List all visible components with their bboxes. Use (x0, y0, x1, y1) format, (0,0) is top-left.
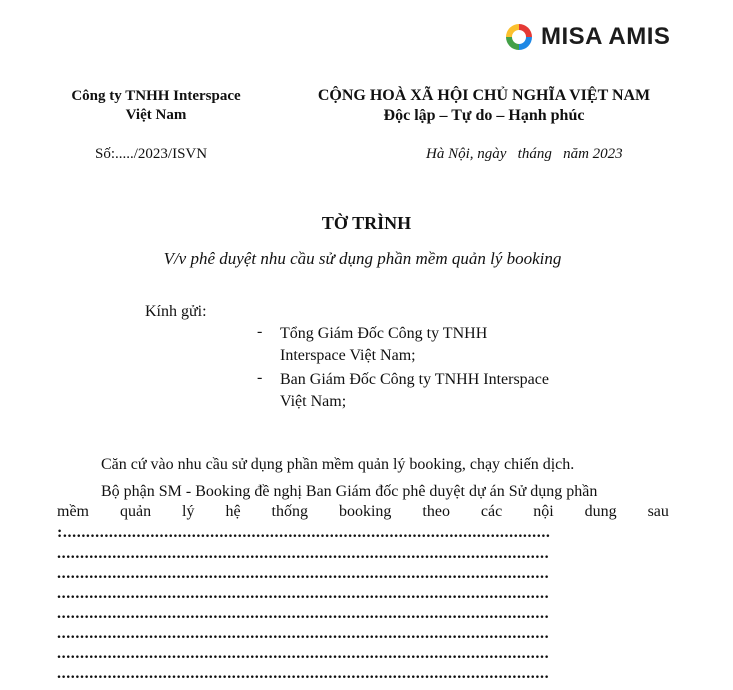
word: các (480, 503, 503, 520)
recipient-dash: - (257, 323, 263, 340)
recipient-item (280, 369, 549, 413)
word: thống (271, 503, 308, 520)
dotted-line: ........................................................................................................... (57, 665, 550, 682)
paragraph-proposal-line1: Bộ phận SM - Booking đề nghị Ban Giám đốc phê duyệt dự án Sử dụng phần (101, 483, 598, 500)
company-name-line1: Công ty TNHH Interspace (71, 88, 241, 104)
recipient-dash: - (257, 369, 263, 386)
company-name (56, 87, 256, 125)
misa-logo-icon (503, 21, 535, 53)
place-date: Hà Nội, ngày tháng năm 2023 (426, 146, 623, 162)
word: dung (584, 503, 617, 520)
document-title: TỜ TRÌNH (321, 213, 412, 233)
misa-amis-logo (503, 21, 670, 53)
document-subject: V/v phê duyệt nhu cầu sử dụng phần mềm quản lý booking (163, 249, 562, 268)
dotted-line: ........................................................................................................... (57, 625, 550, 642)
dotted-line: ........................................................................................................... (57, 585, 550, 602)
motto-line1: CỘNG HOÀ XÃ HỘI CHỦ NGHĨA VIỆT NAM (317, 87, 651, 104)
recipient-line2: Interspace Việt Nam; (280, 347, 416, 364)
dotted-line: ........................................................................................................... (57, 545, 550, 562)
word: lý (182, 503, 195, 520)
greeting: Kính gửi: (145, 303, 207, 320)
dotted-line: ........................................................................................................... (57, 645, 550, 662)
dotted-line: ........................................................................................................... (57, 605, 550, 622)
recipient-line1: Ban Giám Đốc Công ty TNHH Interspace (280, 371, 549, 388)
motto-line2: Độc lập – Tự do – Hạnh phúc (383, 107, 585, 124)
recipient-line1: Tổng Giám Đốc Công ty TNHH (280, 325, 488, 342)
company-name-line2: Việt Nam (125, 107, 187, 123)
recipient-item (280, 323, 487, 367)
word: sau (647, 503, 669, 520)
word: hệ (225, 503, 241, 520)
dotted-line-first: :.......................................................................................................... (57, 524, 551, 541)
word: mềm (57, 503, 89, 520)
paragraph-basis: Căn cứ vào nhu cầu sử dụng phần mềm quản lý booking, chạy chiến dịch. (101, 456, 575, 473)
national-motto (295, 86, 673, 126)
word: nội (533, 503, 554, 520)
document-number: Số:...../2023/ISVN (95, 146, 208, 162)
dotted-line: ........................................................................................................... (57, 565, 550, 582)
logo-text: MISA AMIS (541, 23, 671, 50)
word: theo (422, 503, 450, 520)
word: booking (338, 503, 392, 520)
word: quản (119, 503, 152, 520)
paragraph-proposal-line2 (57, 503, 669, 521)
recipient-line2: Việt Nam; (280, 393, 347, 410)
